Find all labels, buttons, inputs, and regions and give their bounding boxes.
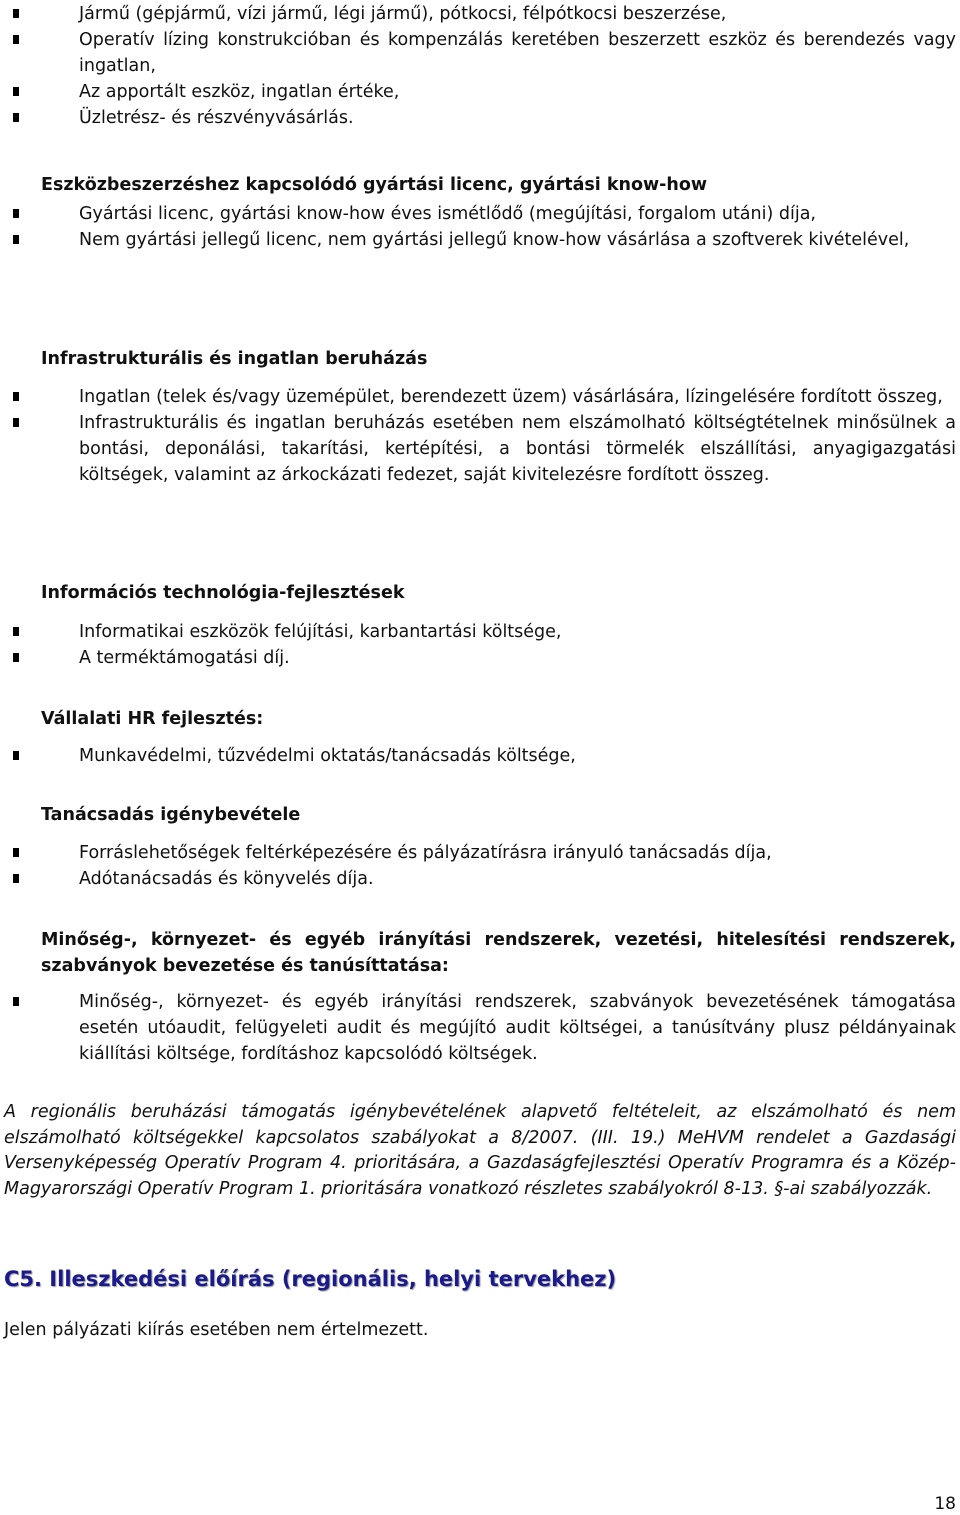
section-heading-licenc: Eszközbeszerzéshez kapcsolódó gyártási licenc, gyártási know-how (41, 175, 708, 195)
it-list (0, 619, 960, 671)
square-bullet-icon (13, 751, 19, 760)
square-bullet-icon (13, 87, 19, 96)
square-bullet-icon (13, 627, 19, 636)
list-item: A terméktámogatási díj. (79, 645, 956, 671)
list-item: Jármű (gépjármű, vízi jármű, légi jármű), pótkocsi, félpótkocsi beszerzése, (79, 1, 956, 27)
hr-list (0, 743, 960, 769)
square-bullet-icon (13, 235, 19, 244)
regional-support-paragraph: A regionális beruházási támogatás igénybevételének alapvető feltételeit, az elszámolható és nem elszámolható költségekkel kapcsolatos szabályokat a 8/2007. (III. 19.) MeHVM rendelet a Gazdasági Versenyképesség Operatív Program 4. prioritására, a Gazdaságfejlesztési Operatív Programra és a Közép-Magyarországi Operatív Program 1. prioritására vonatkozó részletes szabályokról 8-13. §-ai szabályozzák. (4, 1102, 956, 1199)
list-item: Informatikai eszközök felújítási, karbantartási költsége, (79, 619, 956, 645)
section-heading-hr: Vállalati HR fejlesztés: (41, 709, 264, 729)
list-item: Operatív lízing konstrukcióban és kompenzálás keretében beszerzett eszköz és berendezés vagy ingatlan, (79, 27, 956, 79)
section-heading-quality: Minőség-, környezet- és egyéb irányítási rendszerek, vezetési, hitelesítési rendszerek, szabványok bevezetése és tanúsíttatása: (41, 930, 956, 976)
square-bullet-icon (13, 848, 19, 857)
list-item: Adótanácsadás és könyvelés díja. (79, 866, 956, 892)
square-bullet-icon (13, 874, 19, 883)
list-item: Üzletrész- és részvényvásárlás. (79, 105, 956, 131)
licenc-list (0, 201, 960, 253)
excluded-items-list (0, 1, 960, 131)
square-bullet-icon (13, 392, 19, 401)
square-bullet-icon (13, 653, 19, 662)
list-item: Minőség-, környezet- és egyéb irányítási rendszerek, szabványok bevezetésének támogatása esetén utóaudit, felügyeleti audit és megújító audit költségei, a tanúsítvány plusz példányainak kiállítási költsége, fordításhoz kapcsolódó költségek. (79, 989, 956, 1067)
section-heading-it: Információs technológia-fejlesztések (41, 583, 405, 603)
c5-section-title: C5. Illeszkedési előírás (regionális, helyi tervekhez) (4, 1267, 617, 1291)
section-heading-infrastructure: Infrastrukturális és ingatlan beruházás (41, 349, 428, 369)
list-item: Nem gyártási jellegű licenc, nem gyártási jellegű know-how vásárlása a szoftverek kivételével, (79, 227, 956, 253)
infrastructure-list (0, 384, 960, 488)
square-bullet-icon (13, 418, 19, 427)
square-bullet-icon (13, 997, 19, 1006)
square-bullet-icon (13, 35, 19, 44)
quality-list (0, 989, 960, 1067)
list-item: Ingatlan (telek és/vagy üzemépület, berendezett üzem) vásárlására, lízingelésére fordított összeg, (79, 384, 956, 410)
page-number: 18 (934, 1494, 956, 1514)
square-bullet-icon (13, 209, 19, 218)
square-bullet-icon (13, 113, 19, 122)
list-item: Gyártási licenc, gyártási know-how éves ismétlődő (megújítási, forgalom utáni) díja, (79, 201, 956, 227)
square-bullet-icon (13, 9, 19, 18)
consulting-list (0, 840, 960, 892)
list-item: Infrastrukturális és ingatlan beruházás esetében nem elszámolható költségtételnek minősülnek a bontási, deponálási, takarítási, kertépítési, a bontási törmelék elszállítási, anyagigazgatási költségek, valamint az árkockázati fedezet, saját kivitelezésre fordított összeg. (79, 410, 956, 488)
list-item: Munkavédelmi, tűzvédelmi oktatás/tanácsadás költsége, (79, 743, 956, 769)
list-item: Forráslehetőségek feltérképezésére és pályázatírásra irányuló tanácsadás díja, (79, 840, 956, 866)
section-heading-consulting: Tanácsadás igénybevétele (41, 805, 301, 825)
list-item: Az apportált eszköz, ingatlan értéke, (79, 79, 956, 105)
c5-section-text: Jelen pályázati kiírás esetében nem értelmezett. (4, 1320, 429, 1340)
